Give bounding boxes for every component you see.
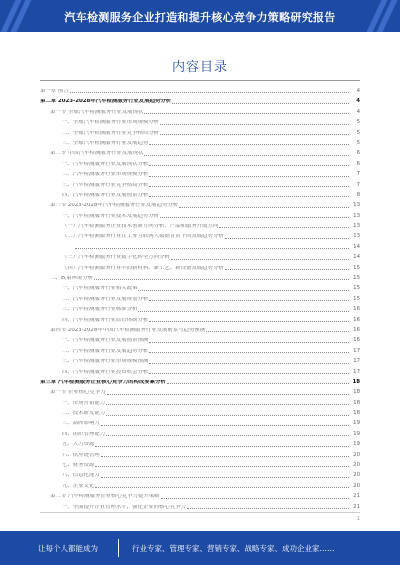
toc-entry[interactable] <box>40 198 360 208</box>
toc-leader-dots <box>106 414 349 416</box>
toc-leader-dots <box>149 175 349 177</box>
toc-entry-page: 7 <box>356 181 360 188</box>
toc-entry-page: 15 <box>353 285 360 292</box>
toc-entry[interactable] <box>40 229 360 239</box>
toc-entry-page: 16 <box>353 337 360 344</box>
toc-leader-dots <box>161 497 349 499</box>
toc-entry[interactable] <box>40 417 360 427</box>
toc-entry-text: 八、信息化能力 <box>62 473 100 479</box>
toc-entry[interactable] <box>40 489 360 499</box>
footer-slogan: 让每个人都能成为 <box>38 544 98 553</box>
toc-leader-dots <box>149 143 349 145</box>
toc-entry[interactable] <box>40 250 360 260</box>
toc-entry-page: 18 <box>353 399 360 406</box>
toc-entry-page: 15 <box>353 295 360 302</box>
toc-entry-page: 8 <box>356 191 360 198</box>
toc-entry[interactable] <box>40 188 360 198</box>
header-banner <box>0 0 400 32</box>
toc-entry[interactable] <box>40 302 360 312</box>
toc-entry-text: （三）汽车检测服务行业数字化转型方向分析 <box>62 255 170 261</box>
toc-leader-dots <box>172 102 349 104</box>
toc-entry-page: 13 <box>353 233 360 240</box>
toc-leader-dots <box>107 393 349 395</box>
table-of-contents <box>40 84 360 514</box>
toc-leader-dots <box>149 341 349 343</box>
toc-leader-dots <box>206 330 349 332</box>
toc-entry[interactable] <box>40 500 360 510</box>
toc-entry[interactable] <box>40 84 360 94</box>
toc-entry-text: 四、汽车检测服务行业投资机会分析 <box>62 369 149 375</box>
toc-entry-page: 7 <box>356 171 360 178</box>
toc-entry[interactable] <box>40 375 360 385</box>
toc-entry[interactable] <box>40 437 360 447</box>
toc-entry[interactable] <box>40 105 360 115</box>
toc-leader-dots <box>95 486 349 488</box>
toc-entry[interactable] <box>40 323 360 333</box>
toc-entry-page: 20 <box>353 462 360 469</box>
toc-entry-text: 一、汽车检测服务行业技术发展趋势分析 <box>62 213 160 219</box>
toc-entry-page: 4 <box>356 87 360 94</box>
toc-leader-dots <box>101 476 349 478</box>
toc-leader-dots <box>149 299 349 301</box>
toc-entry-text: 第二章 2023-2028年汽车检测服务行业发展趋势分析 <box>40 99 172 105</box>
report-title: 汽车检测服务企业打造和提升核心竞争力策略研究报告 <box>64 11 336 24</box>
toc-leader-dots <box>149 164 349 166</box>
toc-entry-text: 四、汽车检测服务行业监管体制分析 <box>62 317 149 323</box>
toc-entry[interactable] <box>40 209 360 219</box>
toc-leader-dots <box>179 206 349 208</box>
toc-entry[interactable] <box>40 240 360 250</box>
toc-entry-page: 13 <box>353 212 360 219</box>
toc-entry[interactable] <box>40 178 360 188</box>
toc-entry-page: 18 <box>352 378 360 385</box>
toc-leader-dots <box>149 372 349 374</box>
toc-entry-text: 第一章 前言 <box>40 88 69 94</box>
toc-entry[interactable] <box>40 344 360 354</box>
toc-leader-dots <box>160 133 349 135</box>
toc-entry-page: 21 <box>353 503 360 510</box>
toc-entry-text: 一、汽车检测服务行业发展现状分析 <box>62 161 149 167</box>
toc-entry-page: 19 <box>353 441 360 448</box>
toc-entry-page: 13 <box>353 223 360 230</box>
toc-leader-dots <box>106 434 349 436</box>
toc-entry[interactable] <box>40 365 360 375</box>
toc-entry-text: 第三章 汽车检测服务企业核心竞争力的构成要素分析 <box>40 379 166 385</box>
toc-entry-text: 三、汽车检测服务行业标准分析 <box>62 307 138 313</box>
toc-entry-page: 21 <box>353 493 360 500</box>
toc-entry-text: 二、技术研发能力 <box>62 411 106 417</box>
toc-entry-text: 二、政策环境分析 <box>50 276 94 282</box>
toc-entry-text: 五、人力资源 <box>62 442 95 448</box>
toc-entry[interactable] <box>40 406 360 416</box>
toc-entry-page: 16 <box>353 326 360 333</box>
toc-entry-text: 二、汽车检测服务行业发展规划分析 <box>62 296 149 302</box>
toc-entry-text: 九、企业文化 <box>62 483 95 489</box>
toc-entry[interactable] <box>40 479 360 489</box>
toc-leader-dots <box>171 258 349 260</box>
toc-leader-dots <box>144 154 349 156</box>
toc-entry[interactable] <box>40 396 360 406</box>
toc-entry[interactable] <box>40 427 360 437</box>
toc-entry-text: 三、汽车检测服务行业竞争格局分析 <box>62 182 149 188</box>
toc-entry-page: 15 <box>353 264 360 271</box>
toc-leader-dots <box>75 247 349 249</box>
footer-banner <box>0 531 400 565</box>
toc-leader-dots <box>149 195 349 197</box>
toc-entry-page: 13 <box>353 202 360 209</box>
toc-leader-dots <box>101 455 349 457</box>
page-number: 1 <box>356 516 360 522</box>
toc-entry[interactable] <box>40 115 360 125</box>
toc-entry-text: （一）汽车检测服务企业技术创新方向分析，产品和服务升级方向 <box>62 224 219 230</box>
toc-entry[interactable] <box>40 126 360 136</box>
toc-entry-page: 15 <box>353 275 360 282</box>
toc-entry[interactable] <box>40 385 360 395</box>
toc-entry-page: 17 <box>353 358 360 365</box>
toc-entry-text: 三、汽车检测服务行业市场规模预测 <box>62 359 149 365</box>
toc-leader-dots <box>70 91 349 93</box>
toc-entry-page: 5 <box>356 119 360 126</box>
toc-entry-text: 六、供应链管理 <box>62 452 100 458</box>
toc-leader-dots <box>187 507 349 509</box>
toc-entry-text: 三、品牌影响力 <box>62 421 100 427</box>
toc-leader-dots <box>167 382 349 384</box>
toc-entry-page: 16 <box>353 306 360 313</box>
toc-entry[interactable] <box>40 468 360 478</box>
toc-leader-dots <box>225 268 349 270</box>
toc-entry-text: 四、汽车检测服务行业发展前景分析 <box>62 192 149 198</box>
toc-entry-text: 第二节 汽车检测服务企业核心竞争力提升策略 <box>50 494 160 500</box>
toc-entry-text: 一、全面提升企业管理水平，强化企业的核心竞争力 <box>62 504 186 510</box>
toc-entry-text: （四）汽车检测服务行业中的新材料、新工艺、新设备发展趋势分析 <box>62 265 224 271</box>
toc-entry-text: 二、全球汽车检测服务行业竞争格局分析 <box>62 130 160 136</box>
toc-entry[interactable] <box>40 219 360 229</box>
toc-entry[interactable] <box>40 146 360 156</box>
toc-entry[interactable] <box>40 271 360 281</box>
toc-leader-dots <box>101 424 349 426</box>
toc-leader-dots <box>219 226 349 228</box>
toc-entry[interactable] <box>40 261 360 271</box>
toc-entry-text: 第一节 企业核心竞争力 <box>50 390 106 396</box>
toc-entry[interactable] <box>40 448 360 458</box>
toc-entry-text: 七、财务资源 <box>62 463 95 469</box>
toc-entry-page: 17 <box>353 347 360 354</box>
toc-leader-dots <box>95 445 349 447</box>
toc-leader-dots <box>138 310 349 312</box>
toc-entry-page: 6 <box>356 160 360 167</box>
toc-entry-page: 14 <box>353 243 360 250</box>
toc-entry[interactable] <box>40 354 360 364</box>
toc-leader-dots <box>144 112 349 114</box>
footer-tagline: 行业专家、管理专家、营销专家、战略专家、成功企业家…… <box>132 544 335 553</box>
toc-leader-dots <box>160 123 349 125</box>
toc-entry[interactable] <box>40 136 360 146</box>
toc-entry-text: 一、全球汽车检测服务行业市场规模分析 <box>62 120 160 126</box>
toc-entry-text: 第二节 中国汽车检测服务行业发展现状 <box>50 151 144 157</box>
toc-entry-page: 18 <box>353 410 360 417</box>
toc-entry-text: 第四节 2023-2028年中国汽车检测服务行业发展前景与趋势预测 <box>50 327 206 333</box>
toc-entry-page: 16 <box>353 316 360 323</box>
toc-leader-dots <box>106 403 349 405</box>
toc-leader-dots <box>138 289 349 291</box>
toc-entry-page: 20 <box>353 482 360 489</box>
toc-entry-page: 14 <box>353 254 360 261</box>
toc-entry-page: 5 <box>356 139 360 146</box>
toc-entry-page: 19 <box>353 430 360 437</box>
footer-separator <box>118 539 119 557</box>
toc-entry-page: 18 <box>353 389 360 396</box>
toc-leader-dots <box>149 362 349 364</box>
toc-entry-page: 20 <box>353 472 360 479</box>
toc-entry[interactable] <box>40 458 360 468</box>
toc-entry[interactable] <box>40 292 360 302</box>
toc-entry-text: 四、组织管理能力 <box>62 431 106 437</box>
toc-entry[interactable] <box>40 157 360 167</box>
toc-entry-text: 二、汽车检测服务行业发展趋势分析 <box>62 348 149 354</box>
toc-leader-dots <box>149 320 349 322</box>
toc-divider <box>40 80 360 81</box>
toc-entry-text: 二、汽车检测服务行业市场规模分析 <box>62 172 149 178</box>
toc-leader-dots <box>160 216 349 218</box>
toc-entry[interactable] <box>40 94 360 104</box>
toc-entry-text: 第三节 2023-2028年汽车检测服务行业发展趋势分析 <box>50 203 179 209</box>
toc-leader-dots <box>225 237 349 239</box>
toc-entry[interactable] <box>40 333 360 343</box>
toc-leader-dots <box>149 185 349 187</box>
toc-entry-page: 17 <box>353 368 360 375</box>
toc-leader-dots <box>95 465 349 467</box>
toc-entry[interactable] <box>40 167 360 177</box>
toc-entry-text: （二）汽车检测服务行业在工业互联网大数据背景下的发展趋势分析 <box>62 234 224 240</box>
footer-divider <box>40 512 360 513</box>
toc-entry-page: 5 <box>356 129 360 136</box>
toc-leader-dots <box>149 351 349 353</box>
toc-entry[interactable] <box>40 313 360 323</box>
toc-entry-text: 第一节 全球汽车检测服务行业发展现状 <box>50 109 144 115</box>
toc-entry-text: 一、市场营销能力 <box>62 400 106 406</box>
toc-entry[interactable] <box>40 281 360 291</box>
toc-entry-text: 一、汽车检测服务行业发展前景预测 <box>62 338 149 344</box>
toc-entry-page: 19 <box>353 420 360 427</box>
toc-entry-page: 6 <box>356 150 360 157</box>
toc-entry-page: 4 <box>356 108 360 115</box>
toc-entry-text: 一、汽车检测服务行业相关政策 <box>62 286 138 292</box>
toc-heading: 内容目录 <box>171 60 228 75</box>
toc-entry-page: 20 <box>353 451 360 458</box>
toc-entry-text: 三、全球汽车检测服务行业发展趋势 <box>62 140 149 146</box>
toc-leader-dots <box>94 278 349 280</box>
toc-entry-page: 4 <box>356 98 360 105</box>
